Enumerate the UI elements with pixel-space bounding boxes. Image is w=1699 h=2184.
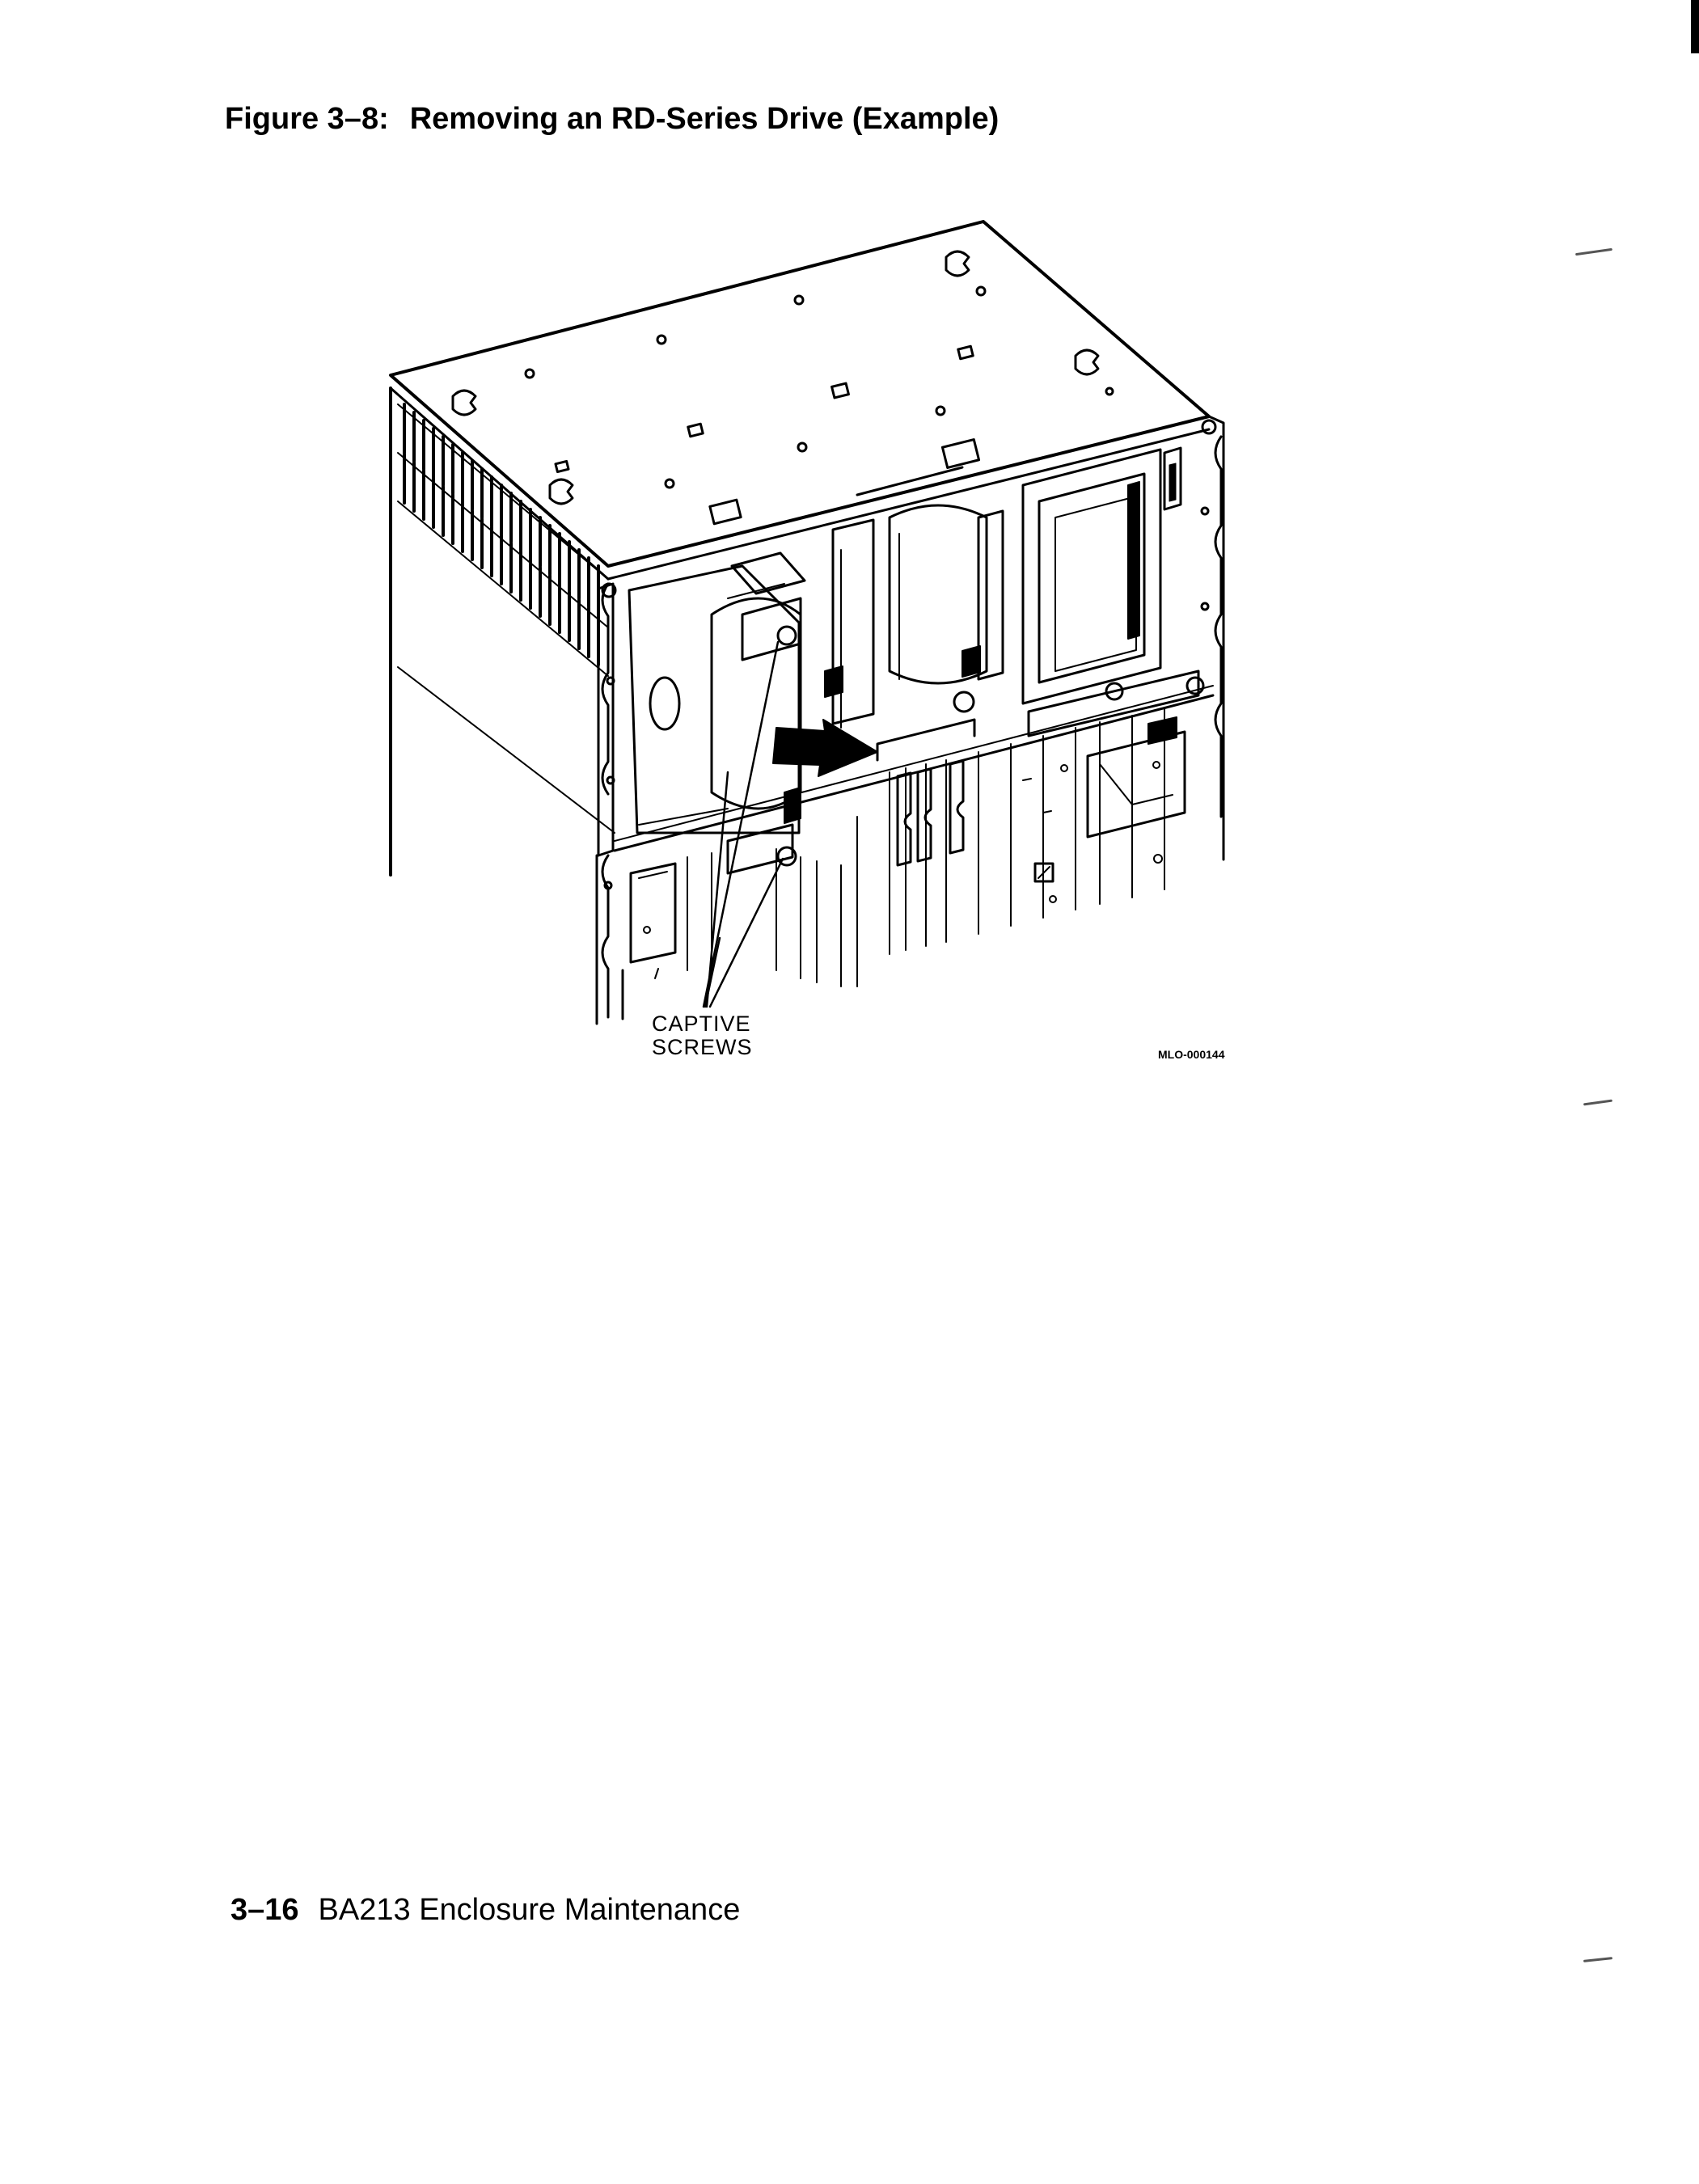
figure-number: Figure 3–8: <box>225 102 389 136</box>
margin-mark <box>1583 1957 1612 1962</box>
page-footer <box>230 1893 740 1928</box>
lower-left-bay <box>623 853 712 1019</box>
removal-direction-arrow <box>773 720 877 776</box>
page-number: 3–16 <box>230 1893 299 1927</box>
captive-screws-callout <box>652 1012 753 1059</box>
tape-drive-bay <box>1023 448 1198 736</box>
top-cover <box>391 222 1209 579</box>
side-vents <box>391 388 615 875</box>
figure-id: MLO-000144 <box>1158 1048 1225 1061</box>
callout-line-1: CAPTIVE <box>652 1012 751 1036</box>
callout-line-2: SCREWS <box>652 1035 753 1059</box>
section-title: BA213 Enclosure Maintenance <box>318 1893 741 1927</box>
figure-title: Removing an RD-Series Drive (Example) <box>409 102 1000 136</box>
